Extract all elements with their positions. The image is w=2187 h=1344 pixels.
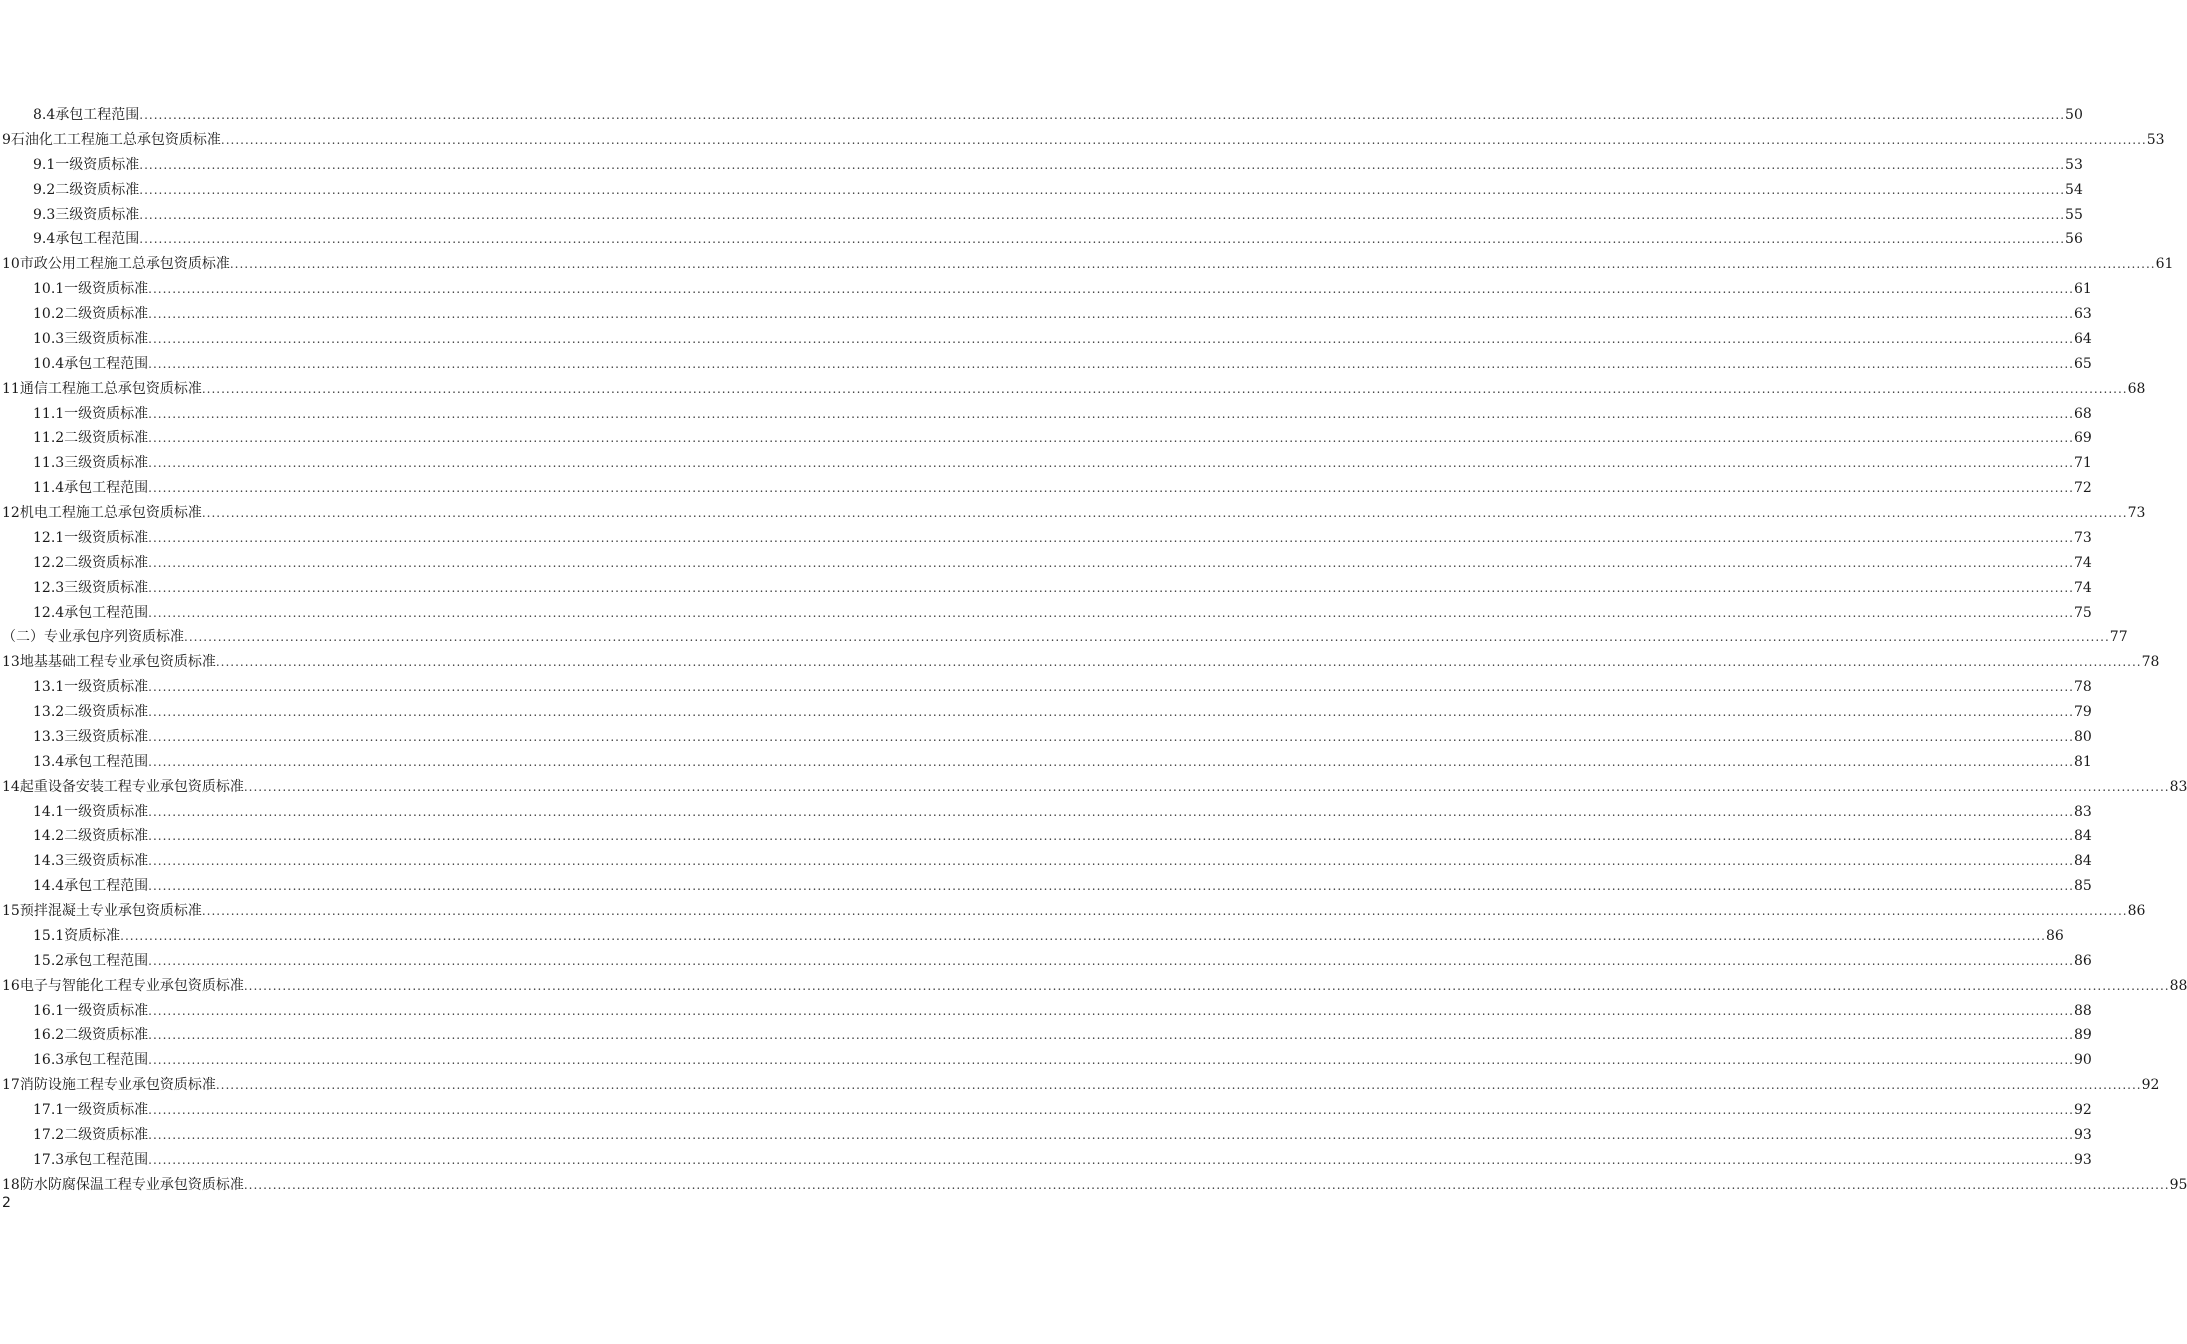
toc-dot-leader: ................................................................................................................................................................................................................................................................................................................................................................................................................ [148, 580, 2074, 595]
toc-dot-leader: ................................................................................................................................................................................................................................................................................................................................................................................................................ [148, 1003, 2074, 1018]
toc-entry-page: 92 [2141, 1077, 2160, 1094]
toc-entry-title: 11.2二级资质标准 [33, 430, 149, 447]
toc-dot-leader: ................................................................................................................................................................................................................................................................................................................................................................................................................ [201, 904, 2128, 918]
toc-entry[interactable] [0, 277, 2092, 302]
toc-entry[interactable] [0, 725, 2092, 750]
toc-entry-page: 69 [2073, 430, 2092, 447]
toc-entry-page: 86 [2073, 952, 2092, 969]
toc-entry-title: 9石油化工工程施工总承包资质标准 [2, 131, 221, 148]
toc-entry[interactable] [0, 824, 2092, 849]
toc-dot-leader: ................................................................................................................................................................................................................................................................................................................................................................................................................ [139, 207, 2066, 222]
toc-entry[interactable] [0, 650, 2160, 675]
toc-entry[interactable] [0, 377, 2146, 402]
toc-entry-page: 55 [2065, 206, 2083, 223]
toc-entry[interactable] [0, 402, 2092, 427]
toc-dot-leader: ................................................................................................................................................................................................................................................................................................................................................................................................................ [148, 555, 2074, 570]
toc-dot-leader: ................................................................................................................................................................................................................................................................................................................................................................................................................ [148, 879, 2074, 894]
toc-dot-leader: ................................................................................................................................................................................................................................................................................................................................................................................................................ [148, 282, 2074, 297]
table-of-contents [0, 103, 2187, 1198]
toc-entry-title: 10.4承包工程范围 [33, 355, 149, 372]
toc-entry[interactable] [0, 775, 2187, 800]
toc-entry-page: 84 [2073, 853, 2092, 870]
toc-entry-title: 17.3承包工程范围 [33, 1151, 149, 1168]
toc-entry-title: 12.2二级资质标准 [33, 554, 149, 571]
toc-dot-leader: ................................................................................................................................................................................................................................................................................................................................................................................................................ [148, 605, 2074, 620]
toc-entry-page: 88 [2073, 1002, 2092, 1019]
toc-dot-leader: ................................................................................................................................................................................................................................................................................................................................................................................................................ [148, 1103, 2074, 1117]
toc-dot-leader: ................................................................................................................................................................................................................................................................................................................................................................................................................ [139, 108, 2066, 122]
toc-entry-title: 10市政公用工程施工总承包资质标准 [2, 256, 230, 273]
toc-dot-leader: ................................................................................................................................................................................................................................................................................................................................................................................................................ [215, 655, 2142, 670]
toc-dot-leader: ................................................................................................................................................................................................................................................................................................................................................................................................................ [148, 1127, 2074, 1142]
toc-entry[interactable] [0, 501, 2146, 526]
toc-entry[interactable] [0, 1023, 2092, 1048]
toc-entry-page: 78 [2141, 654, 2160, 671]
page-number: 2 [2, 1195, 11, 1211]
toc-entry[interactable] [0, 302, 2092, 327]
toc-entry-page: 54 [2065, 181, 2083, 198]
toc-entry-title: 11.1一级资质标准 [33, 405, 149, 422]
toc-entry[interactable] [0, 1173, 2187, 1198]
toc-entry[interactable] [0, 476, 2092, 501]
toc-dot-leader: ................................................................................................................................................................................................................................................................................................................................................................................................................ [148, 307, 2074, 321]
toc-dot-leader: ................................................................................................................................................................................................................................................................................................................................................................................................................ [148, 356, 2074, 371]
toc-entry[interactable] [0, 849, 2092, 874]
toc-entry-title: 11.4承包工程范围 [33, 480, 149, 497]
toc-entry-title: 9.2二级资质标准 [33, 181, 140, 198]
toc-entry-title: 9.4承包工程范围 [33, 231, 140, 248]
toc-entry-title: 9.1一级资质标准 [33, 156, 140, 173]
toc-entry[interactable] [0, 227, 2083, 252]
toc-entry-page: 74 [2073, 579, 2092, 596]
toc-dot-leader: ................................................................................................................................................................................................................................................................................................................................................................................................................ [201, 381, 2128, 396]
toc-entry[interactable] [0, 874, 2092, 899]
toc-dot-leader: ................................................................................................................................................................................................................................................................................................................................................................................................................ [139, 232, 2066, 247]
toc-dot-leader: ................................................................................................................................................................................................................................................................................................................................................................................................................ [184, 630, 2110, 645]
toc-entry[interactable] [0, 426, 2092, 451]
toc-entry-page: 61 [2073, 281, 2092, 298]
toc-dot-leader: ................................................................................................................................................................................................................................................................................................................................................................................................................ [148, 1028, 2074, 1043]
toc-entry-page: 72 [2073, 480, 2092, 497]
toc-entry-title: 12机电工程施工总承包资质标准 [2, 505, 202, 521]
toc-dot-leader: ................................................................................................................................................................................................................................................................................................................................................................................................................ [120, 928, 2046, 943]
toc-entry-page: 88 [2169, 977, 2187, 994]
toc-entry-page: 73 [2127, 505, 2146, 521]
toc-dot-leader: ................................................................................................................................................................................................................................................................................................................................................................................................................ [148, 530, 2074, 545]
toc-entry[interactable] [0, 103, 2083, 128]
toc-entry[interactable] [0, 203, 2083, 228]
toc-entry-title: 8.4承包工程范围 [33, 107, 140, 123]
toc-entry[interactable] [0, 700, 2092, 725]
toc-entry-title: 10.1一级资质标准 [33, 281, 149, 298]
toc-entry[interactable] [0, 1048, 2092, 1073]
toc-entry-page: 81 [2073, 753, 2092, 770]
toc-dot-leader: ................................................................................................................................................................................................................................................................................................................................................................................................................ [243, 779, 2170, 794]
toc-entry-title: 14起重设备安装工程专业承包资质标准 [2, 778, 244, 795]
toc-entry[interactable] [0, 999, 2092, 1024]
toc-entry-page: 68 [2073, 405, 2092, 422]
toc-entry[interactable] [0, 899, 2146, 924]
toc-entry[interactable] [0, 949, 2092, 974]
toc-entry[interactable] [0, 800, 2092, 825]
toc-entry[interactable] [0, 178, 2083, 203]
toc-entry-page: 63 [2073, 306, 2092, 322]
toc-entry[interactable] [0, 601, 2092, 626]
toc-entry-page: 89 [2073, 1027, 2092, 1044]
toc-entry[interactable] [0, 750, 2092, 775]
toc-entry-page: 90 [2073, 1052, 2092, 1069]
toc-entry[interactable] [0, 252, 2174, 277]
toc-entry-title: 16.2二级资质标准 [33, 1027, 149, 1044]
toc-dot-leader: ................................................................................................................................................................................................................................................................................................................................................................................................................ [139, 182, 2066, 197]
toc-entry-title: 17.2二级资质标准 [33, 1126, 149, 1143]
toc-entry-title: 12.1一级资质标准 [33, 529, 149, 546]
toc-entry-page: 64 [2073, 330, 2092, 347]
toc-entry-page: 92 [2073, 1102, 2092, 1118]
toc-dot-leader: ................................................................................................................................................................................................................................................................................................................................................................................................................ [148, 829, 2074, 844]
toc-entry[interactable] [0, 153, 2083, 178]
toc-dot-leader: ................................................................................................................................................................................................................................................................................................................................................................................................................ [215, 1078, 2142, 1093]
toc-entry-title: 11通信工程施工总承包资质标准 [2, 380, 202, 397]
toc-entry-title: 13.2二级资质标准 [33, 704, 149, 720]
toc-dot-leader: ................................................................................................................................................................................................................................................................................................................................................................................................................ [148, 953, 2074, 968]
toc-entry[interactable] [0, 1098, 2092, 1123]
toc-entry-page: 65 [2073, 355, 2092, 372]
toc-entry-title: 11.3三级资质标准 [33, 455, 149, 472]
toc-dot-leader: ................................................................................................................................................................................................................................................................................................................................................................................................................ [148, 456, 2074, 471]
toc-dot-leader: ................................................................................................................................................................................................................................................................................................................................................................................................................ [148, 1053, 2074, 1068]
toc-entry[interactable] [0, 327, 2092, 352]
toc-entry[interactable] [0, 451, 2092, 476]
toc-entry-page: 53 [2146, 131, 2165, 148]
toc-entry[interactable] [0, 625, 2128, 650]
toc-dot-leader: ................................................................................................................................................................................................................................................................................................................................................................................................................ [148, 729, 2074, 744]
toc-entry-title: 12.4承包工程范围 [33, 604, 149, 621]
toc-entry-title: 14.3三级资质标准 [33, 853, 149, 870]
toc-entry-title: 9.3三级资质标准 [33, 206, 140, 223]
toc-entry[interactable] [0, 1123, 2092, 1148]
toc-dot-leader: ................................................................................................................................................................................................................................................................................................................................................................................................................ [148, 854, 2074, 869]
toc-entry[interactable] [0, 526, 2092, 551]
toc-entry-title: （二）专业承包序列资质标准 [2, 629, 184, 646]
toc-dot-leader: ................................................................................................................................................................................................................................................................................................................................................................................................................ [148, 1152, 2074, 1167]
toc-entry-title: 15.2承包工程范围 [33, 952, 149, 969]
toc-entry-page: 61 [2155, 256, 2174, 273]
toc-entry-page: 95 [2169, 1176, 2187, 1193]
toc-entry-title: 14.1一级资质标准 [33, 803, 149, 820]
toc-entry-page: 68 [2127, 380, 2146, 397]
toc-entry-title: 16电子与智能化工程专业承包资质标准 [2, 977, 244, 994]
toc-entry-title: 16.1一级资质标准 [33, 1002, 149, 1019]
toc-entry-title: 17消防设施工程专业承包资质标准 [2, 1077, 216, 1094]
toc-entry[interactable] [0, 974, 2187, 999]
toc-dot-leader: ................................................................................................................................................................................................................................................................................................................................................................................................................ [229, 257, 2156, 272]
toc-entry-title: 17.1一级资质标准 [33, 1102, 149, 1118]
toc-entry-page: 78 [2073, 679, 2092, 696]
toc-entry-page: 93 [2073, 1151, 2092, 1168]
toc-entry-page: 83 [2073, 803, 2092, 820]
toc-dot-leader: ................................................................................................................................................................................................................................................................................................................................................................................................................ [243, 1177, 2170, 1192]
toc-dot-leader: ................................................................................................................................................................................................................................................................................................................................................................................................................ [148, 431, 2074, 446]
toc-entry-page: 77 [2109, 629, 2128, 646]
toc-entry-title: 18防水防腐保温工程专业承包资质标准 [2, 1176, 244, 1193]
toc-dot-leader: ................................................................................................................................................................................................................................................................................................................................................................................................................ [148, 406, 2074, 421]
toc-entry-title: 10.2二级资质标准 [33, 306, 149, 322]
toc-dot-leader: ................................................................................................................................................................................................................................................................................................................................................................................................................ [148, 804, 2074, 819]
toc-entry-title: 13.4承包工程范围 [33, 753, 149, 770]
toc-entry-title: 13.1一级资质标准 [33, 679, 149, 696]
toc-dot-leader: ................................................................................................................................................................................................................................................................................................................................................................................................................ [148, 481, 2074, 496]
toc-entry-page: 80 [2073, 728, 2092, 745]
toc-entry-title: 13.3三级资质标准 [33, 728, 149, 745]
toc-entry-title: 14.2二级资质标准 [33, 828, 149, 845]
toc-dot-leader: ................................................................................................................................................................................................................................................................................................................................................................................................................ [148, 705, 2074, 719]
toc-entry[interactable] [0, 576, 2092, 601]
toc-entry-title: 13地基基础工程专业承包资质标准 [2, 654, 216, 671]
toc-entry-page: 93 [2073, 1126, 2092, 1143]
toc-entry-title: 15预拌混凝土专业承包资质标准 [2, 903, 202, 919]
toc-entry-page: 86 [2045, 927, 2064, 944]
toc-entry-page: 56 [2065, 231, 2083, 248]
toc-entry-title: 16.3承包工程范围 [33, 1052, 149, 1069]
toc-entry-title: 15.1资质标准 [33, 927, 121, 944]
toc-entry[interactable] [0, 128, 2165, 153]
toc-entry-page: 73 [2073, 529, 2092, 546]
toc-entry-page: 75 [2073, 604, 2092, 621]
toc-entry[interactable] [0, 924, 2064, 949]
toc-dot-leader: ................................................................................................................................................................................................................................................................................................................................................................................................................ [148, 754, 2074, 769]
toc-entry-page: 84 [2073, 828, 2092, 845]
toc-entry-page: 83 [2169, 778, 2187, 795]
toc-dot-leader: ................................................................................................................................................................................................................................................................................................................................................................................................................ [148, 680, 2074, 695]
toc-entry-page: 79 [2073, 704, 2092, 720]
toc-dot-leader: ................................................................................................................................................................................................................................................................................................................................................................................................................ [139, 157, 2066, 172]
toc-entry-page: 74 [2073, 554, 2092, 571]
toc-entry-page: 53 [2065, 156, 2083, 173]
toc-entry-page: 85 [2073, 878, 2092, 895]
toc-entry[interactable] [0, 675, 2092, 700]
toc-entry-title: 12.3三级资质标准 [33, 579, 149, 596]
toc-entry[interactable] [0, 551, 2092, 576]
toc-entry-page: 50 [2065, 107, 2083, 123]
toc-entry-page: 71 [2073, 455, 2092, 472]
toc-dot-leader: ................................................................................................................................................................................................................................................................................................................................................................................................................ [201, 506, 2128, 520]
toc-entry[interactable] [0, 352, 2092, 377]
toc-entry[interactable] [0, 1073, 2160, 1098]
toc-dot-leader: ................................................................................................................................................................................................................................................................................................................................................................................................................ [148, 331, 2074, 346]
toc-entry[interactable] [0, 1148, 2092, 1173]
toc-dot-leader: ................................................................................................................................................................................................................................................................................................................................................................................................................ [243, 978, 2170, 993]
toc-dot-leader: ................................................................................................................................................................................................................................................................................................................................................................................................................ [220, 132, 2147, 147]
toc-entry-title: 14.4承包工程范围 [33, 878, 149, 895]
toc-entry-page: 86 [2127, 903, 2146, 919]
toc-entry-title: 10.3三级资质标准 [33, 330, 149, 347]
